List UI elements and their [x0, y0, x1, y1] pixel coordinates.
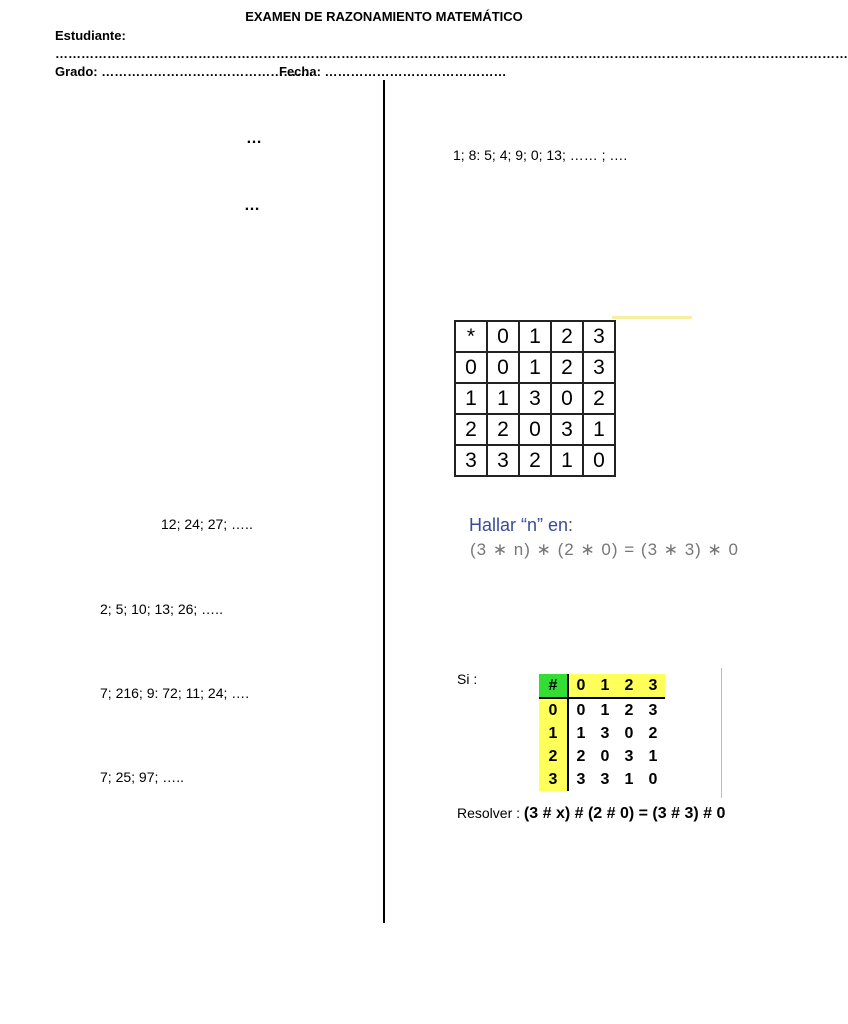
table-cell: 1: [568, 722, 593, 745]
student-label: Estudiante:: [55, 28, 126, 43]
table-cell: #: [539, 674, 568, 698]
table-row: [455, 383, 615, 414]
table-cell: 3: [568, 768, 593, 791]
hash-operation-table: [539, 674, 665, 791]
table-row: [455, 321, 615, 352]
table-cell: 0: [539, 698, 568, 722]
ellipsis-2: …: [244, 197, 261, 214]
table-cell: 2: [641, 722, 665, 745]
table-cell: 0: [568, 698, 593, 722]
date-label: Fecha: ……………………………………: [279, 64, 507, 79]
table-row: [539, 698, 665, 722]
sequence-1: 12; 24; 27; …..: [161, 516, 253, 532]
table-cell: 1: [519, 352, 551, 383]
resolver-label: Resolver :: [457, 805, 521, 821]
table-cell: 1: [617, 768, 641, 791]
table-cell: 3: [641, 674, 665, 698]
exam-title: EXAMEN DE RAZONAMIENTO MATEMÁTICO: [245, 9, 523, 24]
table-row: [539, 674, 665, 698]
table-cell: 0: [519, 414, 551, 445]
table-cell: 3: [593, 768, 617, 791]
table-cell: 1: [551, 445, 583, 476]
table-cell: 3: [551, 414, 583, 445]
table-cell: 1: [519, 321, 551, 352]
hallar-title: Hallar “n” en:: [469, 515, 574, 535]
table-cell: 2: [583, 383, 615, 414]
table-cell: 2: [519, 445, 551, 476]
table-row: [455, 445, 615, 476]
table-cell: 3: [617, 745, 641, 768]
hallar-equation: (3 ∗ n) ∗ (2 ∗ 0) = (3 ∗ 3) ∗ 0: [470, 540, 739, 559]
table-cell: 3: [487, 445, 519, 476]
table-cell: 1: [487, 383, 519, 414]
table-cell: 3: [583, 321, 615, 352]
table-cell: 0: [593, 745, 617, 768]
table-cell: 1: [455, 383, 487, 414]
table-cell: 3: [539, 768, 568, 791]
ellipsis-1: …: [246, 130, 263, 147]
table-cell: 0: [583, 445, 615, 476]
table-cell: 2: [487, 414, 519, 445]
table-cell: 2: [539, 745, 568, 768]
table-row: [539, 745, 665, 768]
table-cell: 0: [617, 722, 641, 745]
table-cell: 0: [641, 768, 665, 791]
table-row: [455, 352, 615, 383]
si-label: Si :: [457, 671, 478, 687]
table-cell: 1: [583, 414, 615, 445]
table-row: [539, 722, 665, 745]
sequence-4: 7; 25; 97; …..: [100, 769, 185, 785]
table-cell: 2: [568, 745, 593, 768]
table-cell: 0: [487, 352, 519, 383]
table-cell: 2: [617, 674, 641, 698]
sequence-2: 2; 5; 10; 13; 26; …..: [100, 601, 223, 617]
table-cell: 3: [593, 722, 617, 745]
table-cell: 2: [551, 321, 583, 352]
resolver-equation: (3 # x) # (2 # 0) = (3 # 3) # 0: [523, 805, 726, 822]
grade-label: Grado: ………………………………………….: [55, 64, 313, 79]
table-cell: 3: [641, 698, 665, 722]
table-cell: 1: [539, 722, 568, 745]
sequence-top: 1; 8: 5; 4; 9; 0; 13; …… ; ….: [453, 147, 628, 163]
table-cell: 0: [551, 383, 583, 414]
table-cell: 0: [487, 321, 519, 352]
table-row: [455, 414, 615, 445]
table-cell: 2: [455, 414, 487, 445]
table-cell: 1: [641, 745, 665, 768]
table-cell: 3: [455, 445, 487, 476]
table-cell: 2: [551, 352, 583, 383]
student-name-line: …………………………………………………………………………………………………………………………………………………………………: [55, 46, 848, 61]
table-cell: 1: [593, 674, 617, 698]
scan-artifact: [612, 316, 692, 319]
star-operation-table: [454, 320, 616, 477]
sequence-3: 7; 216; 9: 72; 11; 24; ….: [100, 685, 250, 701]
table-cell: 3: [519, 383, 551, 414]
table-cell: 0: [568, 674, 593, 698]
table-cell: 2: [617, 698, 641, 722]
table-row: [539, 768, 665, 791]
table-cell: 0: [455, 352, 487, 383]
resolver-line: [457, 805, 725, 823]
column-divider: [383, 80, 385, 923]
table-cell: 3: [583, 352, 615, 383]
table-cell: 1: [593, 698, 617, 722]
table-cell: *: [455, 321, 487, 352]
scan-edge: [721, 668, 722, 798]
